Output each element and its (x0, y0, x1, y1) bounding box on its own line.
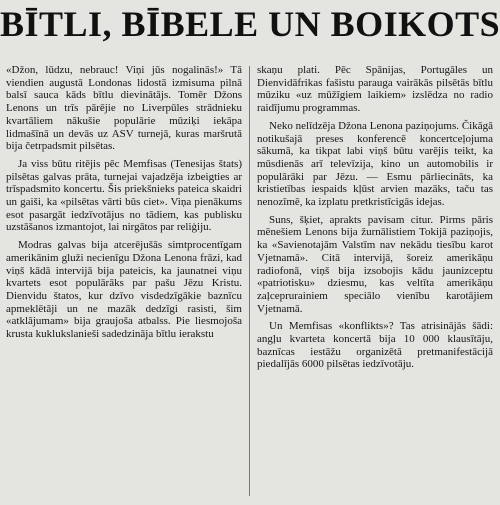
article-headline: BĪTLI, BĪBELE UN BOIKOTS (0, 4, 500, 44)
paragraph: Modras galvas bija atcerējušās simtprocentīgam amerikānim gluži necienīgu Džona Lenona frāzi, kad viņš kādā intervijā bija pateicis, ka jaunatnei viņu kvartets esot populārāks par pašu Jēzu Kristu. Dienvidu štatos, kur dzīvo visdedzīgākie baznīcu apmeklētāji un ne mazāk dedzīgi rasisti, šim «atklājumam» bija graujoša atbalss. Pie liesmojoša krusta kuklukslanieši sadedzināja bītlu ierakstu (6, 239, 242, 341)
paragraph: Ja viss būtu ritējis pēc Memfisas (Tenesijas štats) pilsētas galvas prāta, turnejai vajadzēja izbeigties ar trīspadsmito koncertu. Šis priekšnieks pateica skaidri un gaiši, ka «pilsētas vārti būs ciet». Viņa pienākums esot pasargāt iedzīvotājus no tādiem, kas publisku uzstāšanos izmantojot, lai nirgātos par reliģiju. (6, 157, 242, 234)
column-divider (249, 66, 250, 496)
paragraph: Un Memfisas «konflikts»? Tas atrisinājās šādi: angļu kvarteta koncertā bija 10 000 klausītāju, baznīcas iestāžu organizētā pretmanifestācijā piedalījās 6000 pilsētas iedzīvotāju. (257, 320, 493, 371)
left-column (6, 64, 242, 346)
paragraph: Neko nelīdzēja Džona Lenona paziņojums. Čikāgā notikušajā preses konferencē koncertceļojuma sākumā, ka tikpat labi viņš būtu varējis teikt, ka mūsdienās arī televīzija, kino un automobilis ir populārāki par Jēzu. — Esmu pārliecināts, ka kristietības iespaids kļūst arvien mazāks, taču tas nenozīmē, ka izplatu pretkristīcigās idejas. (257, 119, 493, 209)
paragraph: «Džon, lūdzu, nebrauc! Viņi jūs nogalinās!» Tā viendien augustā Londonas lidostā izmisuma pilnā balsī sauca kāds bītlu dievinātājs. Tomēr Džons Lenons un trīs pārējie no Liverpūles strādnieku kvartāliem nākušie populārie mūziķi iekāpa lidmašīnā un devās uz ASV turnejā, kuras maršrutā bija četrpadsmit pilsētas. (6, 64, 242, 153)
paragraph: skaņu plati. Pēc Spānijas, Portugāles un Dienvidāfrikas fašistu parauga vairākās pilsētās bītlu mūziku «uz mūžīgiem laikiem» izslēdza no radio raidījumu programmas. (257, 64, 493, 115)
paragraph: Suns, šķiet, aprakts pavisam citur. Pirms pāris mēnešiem Lenons bija žurnālistiem Tokijā paziņojis, ka «Savienotajām Valstīm nav nekādu tiesību karot Vjetnamā». Citā intervijā, šoreiz amerikāņu radiofonā, viņš bija izsobojis kādu jaunizceptu «patriotisku» dziesmu, kas veltīta amerikāņu zaļceprurainiem speciālo vienību karotājiem Vjetnamā. (257, 213, 493, 315)
right-column (257, 64, 493, 376)
